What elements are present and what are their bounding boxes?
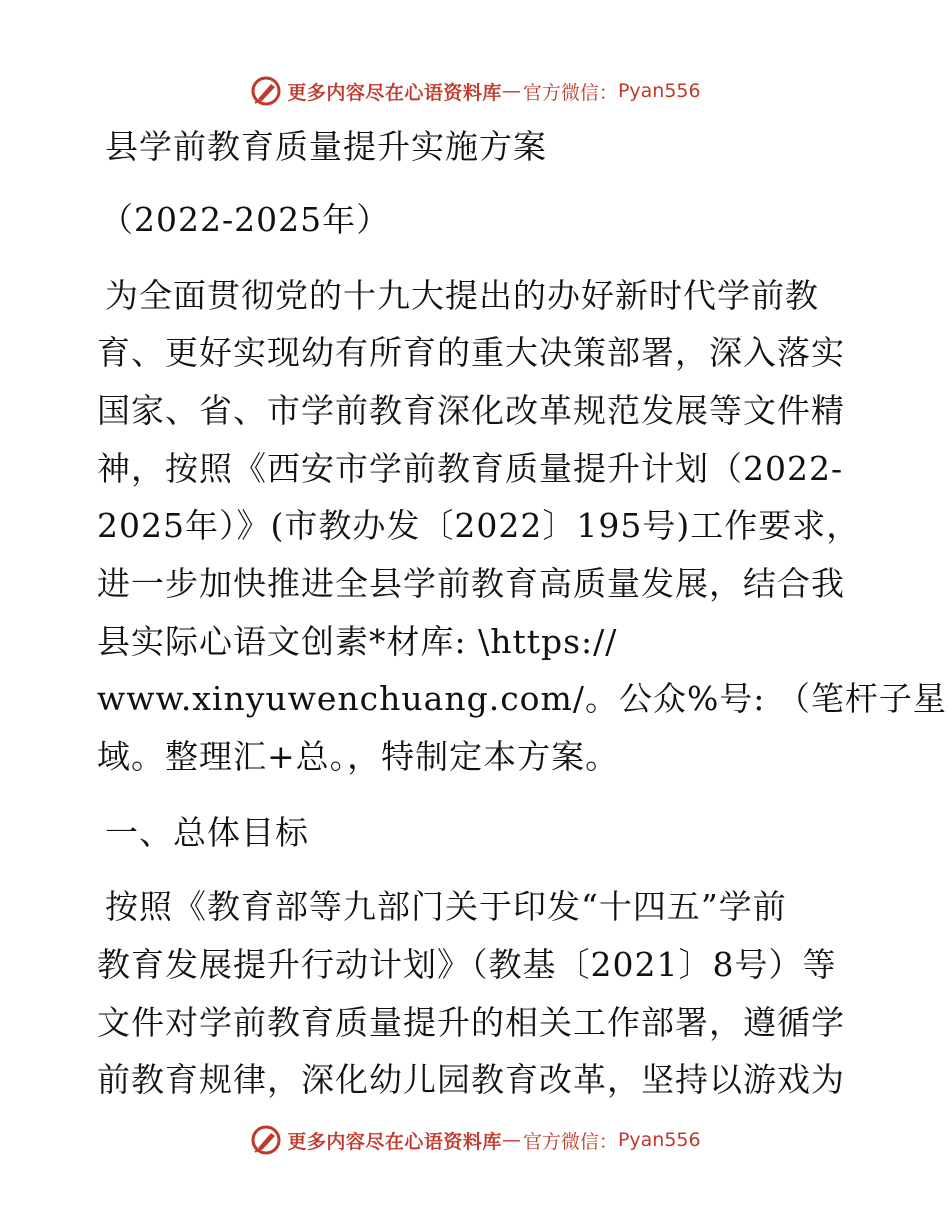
paragraph-2-line-4: 前教育规律，深化幼儿园教育改革，坚持以游戏为 xyxy=(97,1060,845,1099)
brush-logo-icon xyxy=(249,1123,283,1157)
paragraph-1-line-1: 为全面贯彻党的十九大提出的办好新时代学前教 xyxy=(105,276,819,315)
watermark-wechat-label: 官方微信： xyxy=(522,1130,618,1153)
paragraph-2-line-3: 文件对学前教育质量提升的相关工作部署，遵循学 xyxy=(97,1003,845,1042)
paragraph-1-line-3: 国家、省、市学前教育深化改革规范发展等文件精 xyxy=(97,391,845,430)
paragraph-1-line-4: 神，按照《西安市学前教育质量提升计划（2022- xyxy=(97,449,844,488)
watermark-separator: — xyxy=(501,1129,521,1151)
document-subtitle: （2022-2025年） xyxy=(100,200,391,239)
paragraph-1-line-7: 县实际心语文创素*材库: \https:// xyxy=(97,622,618,661)
brush-logo-icon xyxy=(249,74,283,108)
watermark-wechat-id: Pyan556 xyxy=(617,1129,701,1151)
paragraph-1-line-5: 2025年）》(市教办发〔2022〕195号)工作要求， xyxy=(97,506,861,545)
paragraph-1-line-8: www.xinyuwenchuang.com/。公众%号: （笔杆子星 xyxy=(97,679,947,718)
watermark-wechat-label: 官方微信： xyxy=(522,81,618,104)
watermark-main-text: 更多内容尽在心语资料库 xyxy=(287,1130,502,1153)
document-title: 县学前教育质量提升实施方案 xyxy=(105,127,547,166)
paragraph-2-line-2: 教育发展提升行动计划》（教基〔2021〕8号）等 xyxy=(97,945,837,984)
paragraph-1-line-2: 育、更好实现幼有所育的重大决策部署，深入落实 xyxy=(97,333,845,372)
watermark-footer xyxy=(0,1120,950,1160)
section-heading-1: 一、总体目标 xyxy=(105,813,309,852)
watermark-separator: — xyxy=(501,80,521,102)
watermark-wechat-id: Pyan556 xyxy=(617,80,701,102)
paragraph-2-line-1: 按照《教育部等九部门关于印发“十四五”学前 xyxy=(105,887,787,926)
paragraph-1-line-6: 进一步加快推进全县学前教育高质量发展，结合我 xyxy=(97,564,845,603)
paragraph-1-line-9: 域。整理汇+总。，特制定本方案。 xyxy=(97,737,620,776)
watermark-header xyxy=(0,71,950,111)
watermark-main-text: 更多内容尽在心语资料库 xyxy=(287,81,502,104)
